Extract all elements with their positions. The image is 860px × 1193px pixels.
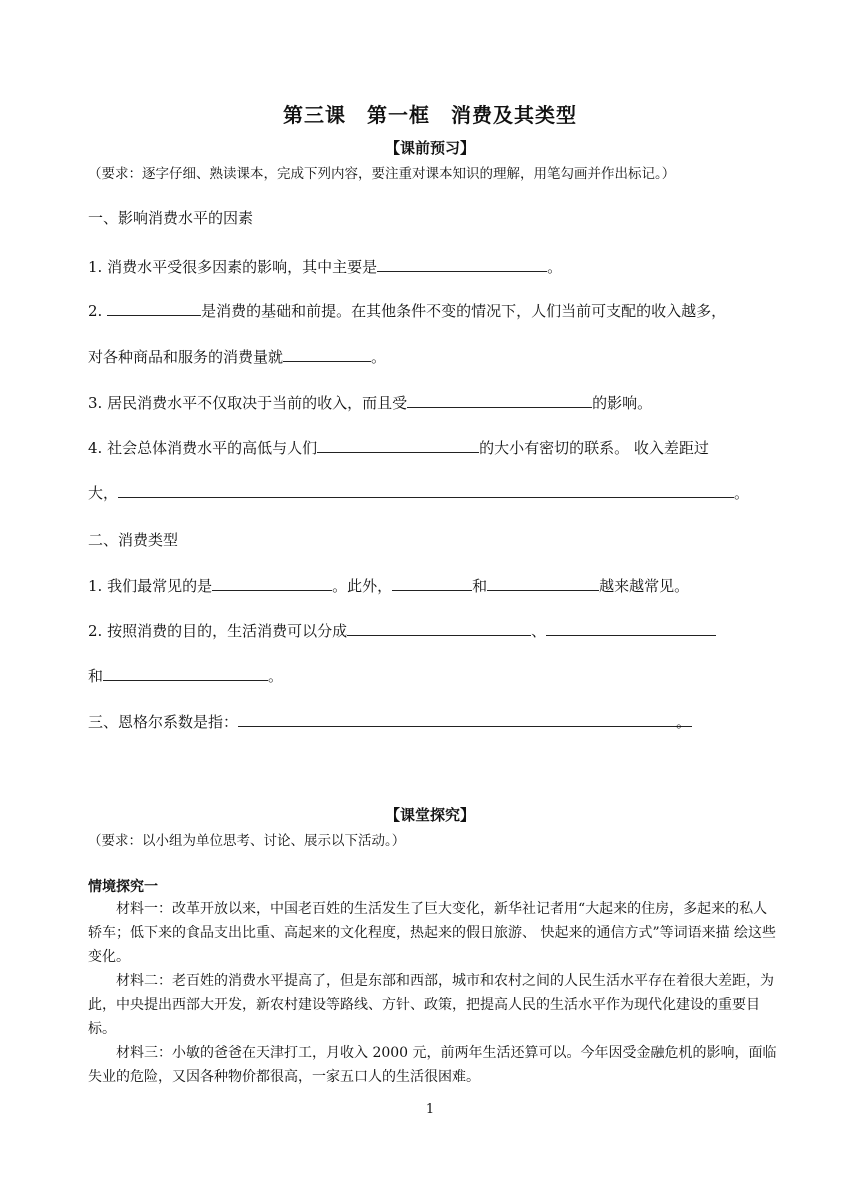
answer-blank[interactable] xyxy=(407,392,592,408)
answer-blank[interactable] xyxy=(212,575,332,591)
case-title: 情境探究一 xyxy=(88,879,158,895)
material-1: 材料一：改革开放以来，中国老百姓的生活发生了巨大变化，新华社记者用“大起来的住房，多起来的私人轿车；低下来的食品支出比重、高起来的文化程度，热起来的假日旅游、 快起来的通信方式”等词语来描 绘这些变化。 xyxy=(88,901,777,965)
question-4-cont: 大， 。 xyxy=(88,484,750,502)
answer-blank[interactable] xyxy=(118,482,734,498)
question-2: 2. 是消费的基础和前提。在其他条件不变的情况下，人们当前可支配的收入越多， xyxy=(88,302,727,320)
answer-blank[interactable] xyxy=(317,437,479,453)
question-2-cont: 对各种商品和服务的消费量就 。 xyxy=(88,348,387,366)
material-2: 材料二：老百姓的消费水平提高了，但是东部和西部，城市和农村之间的人民生活水平存在着很大差距，为此，中央提出西部大开发，新农村建设等路线、方针、政策，把提高人民的生活水平作为现代化建设的重要目标。 xyxy=(88,973,774,1037)
question-6: 2. 按照消费的目的，生活消费可以分成 、 xyxy=(88,620,716,641)
answer-blank[interactable] xyxy=(546,620,716,636)
answer-blank[interactable] xyxy=(377,256,547,272)
page-number: 1 xyxy=(425,1102,435,1117)
answer-blank[interactable] xyxy=(103,665,268,681)
answer-blank[interactable] xyxy=(487,575,599,591)
material-3: 材料三：小敏的爸爸在天津打工，月收入 2000 元，前两年生活还算可以。今年因受金融危机的影响，面临失业的危险，又因各种物价都很高，一家五口人的生活很困难。 xyxy=(88,1045,777,1085)
page-title: 第三课 第一框 消费及其类型 xyxy=(283,103,577,127)
answer-blank[interactable] xyxy=(347,620,531,636)
question-3: 3. 居民消费水平不仅取决于当前的收入，而且受 的影响。 xyxy=(88,394,653,412)
question-6-cont: 和 。 xyxy=(88,667,284,685)
preview-heading: 【课前预习】 xyxy=(384,139,475,157)
section-3-question: 三、恩格尔系数是指： 。 xyxy=(88,713,692,731)
section-2-heading: 二、消费类型 xyxy=(88,531,179,549)
answer-blank[interactable] xyxy=(283,346,371,362)
answer-blank[interactable] xyxy=(392,575,472,591)
question-1: 1. 消费水平受很多因素的影响，其中主要是 。 xyxy=(88,258,563,276)
explore-heading: 【课堂探究】 xyxy=(384,806,475,824)
answer-blank[interactable] xyxy=(107,300,201,316)
question-5: 1. 我们最常见的是 。此外， 和 越来越常见。 xyxy=(88,577,690,595)
materials xyxy=(88,897,778,1089)
section-1-heading: 一、影响消费水平的因素 xyxy=(88,209,254,227)
answer-blank[interactable] xyxy=(238,711,676,727)
question-4: 4. 社会总体消费水平的高低与人们 的大小有密切的联系。 收入差距过 xyxy=(88,439,709,457)
preview-requirement: （要求：逐字仔细、熟读课本，完成下列内容，要注重对课本知识的理解，用笔勾画并作出标记。） xyxy=(88,166,676,182)
explore-requirement: （要求：以小组为单位思考、讨论、展示以下活动。） xyxy=(88,833,406,849)
